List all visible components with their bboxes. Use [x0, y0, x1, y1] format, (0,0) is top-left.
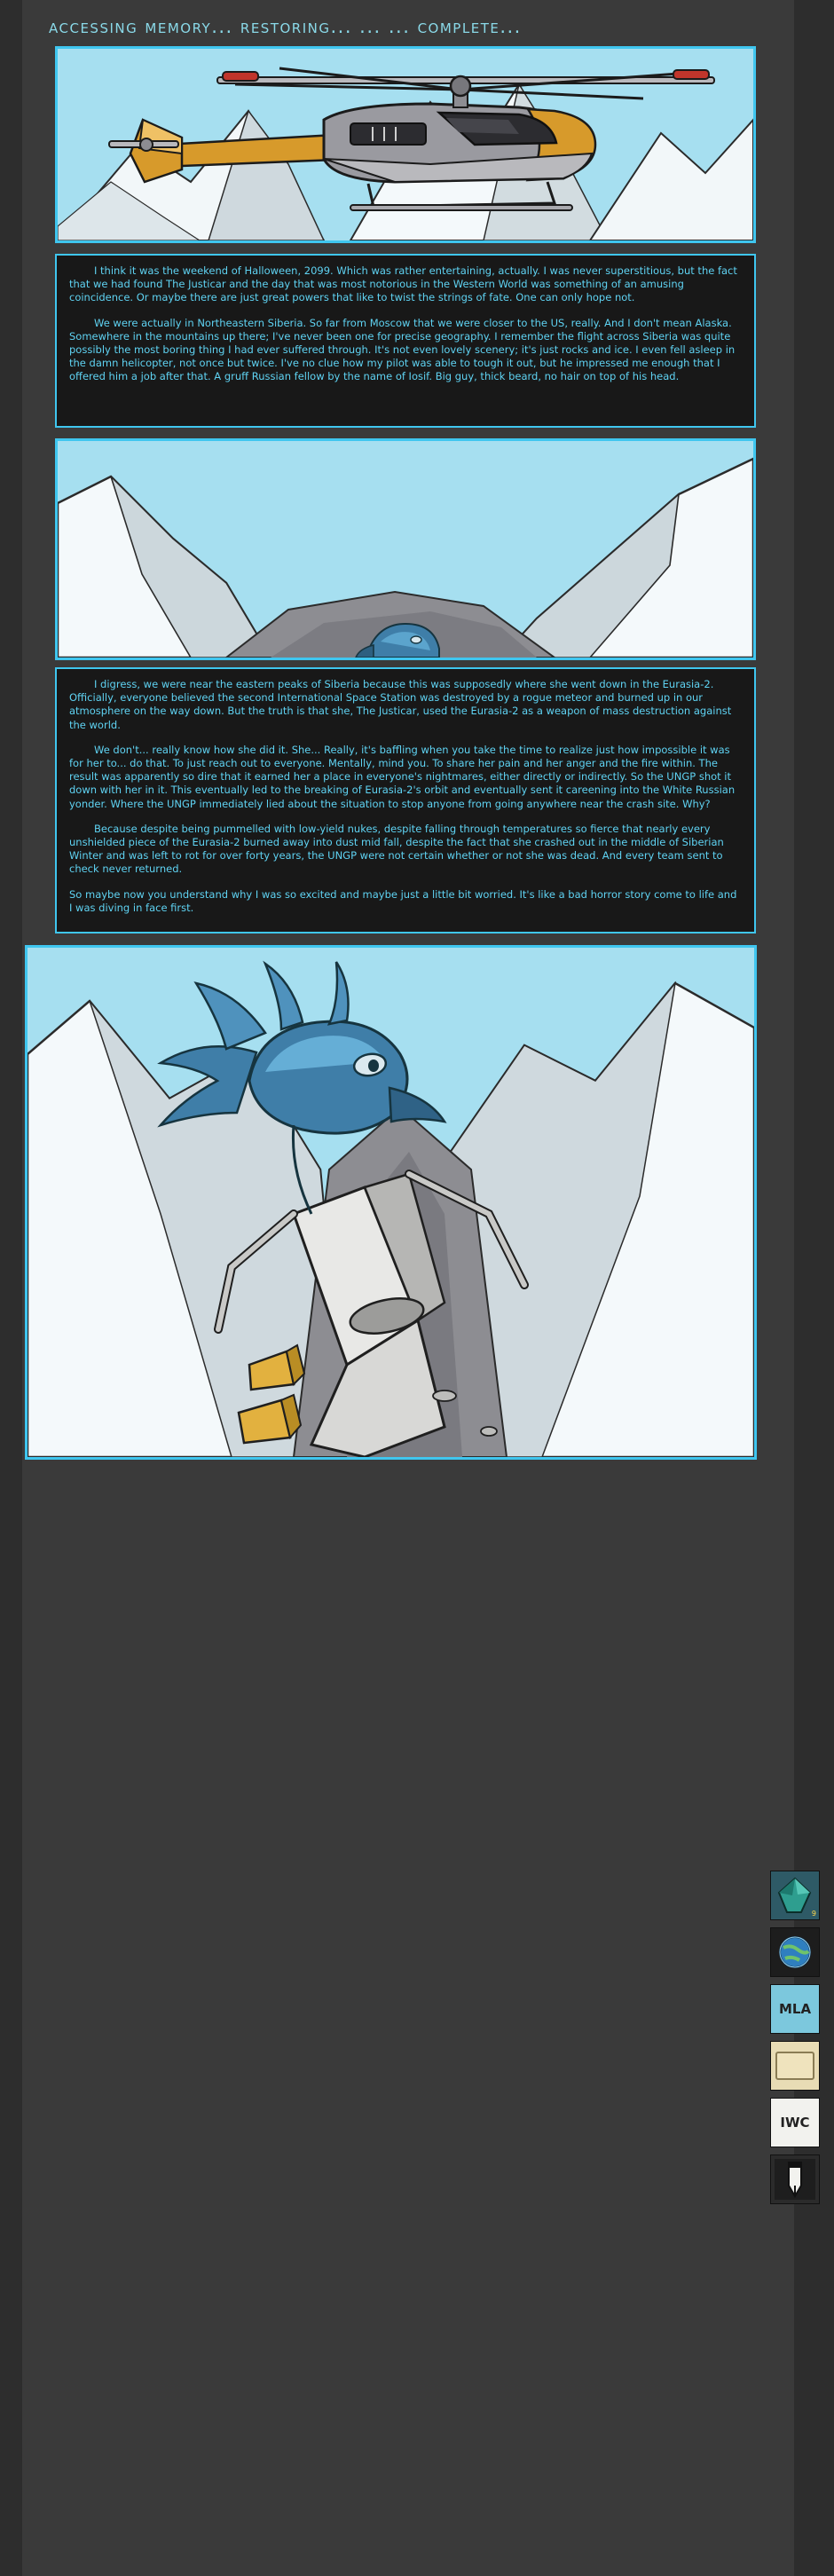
valley-panel	[55, 438, 756, 660]
helicopter-art	[58, 49, 753, 240]
narration-paragraph: We were actually in Northeastern Siberia. So far from Moscow that we were closer to the US, really. And I don't mean Alaska. Somewhere in the mountains up there; I've never been one for precise geography. I remember the flight across Siberia was quite possibly the most boring thing I had ever suffered through. It's not even lovely scenery; it's just rocks and ice. I even fell asleep in the damn helicopter, not once but twice. I've no clue how my pilot was able to tough it out, but he impressed me enough that I offered him a job after that. A gruff Russian fellow by the name of Iosif. Big guy, thick beard, no hair on top of his head.	[69, 316, 736, 383]
narration-paragraph: I think it was the weekend of Halloween, 2099. Which was rather entertaining, actually. I was never superstitious, but the fact that we had found The Justicar and the day that was most notorious in the Western World was something of an amusing coincidence. Or maybe there are just great powers that like to twist the strings of fate. One can only hope not.	[69, 264, 737, 304]
crash-site-panel	[25, 945, 757, 1460]
pen-icon	[771, 2155, 819, 2203]
badge-pen[interactable]	[770, 2155, 820, 2204]
badge-mla[interactable]	[770, 1984, 820, 2034]
badge-count: 9	[811, 1910, 816, 1918]
badge-globe[interactable]	[770, 1927, 820, 1977]
page-title: accessing memory... restoring... ... ... complete...	[49, 16, 522, 37]
valley-art	[58, 441, 753, 658]
narration-paragraph: Because despite being pummelled with low-yield nukes, despite falling through temperatures so fierce that nearly every unshielded piece of the Eurasia-2 burned away into dust mid fall, despite the fact that she crashed out in the middle of Siberian Winter and was left to rot for over forty years, the UNGP were not certain whether or not she was dead. And every team sent to check never returned.	[69, 822, 724, 876]
badge-crystal[interactable]	[770, 1871, 820, 1920]
badge-label: MLA	[778, 2001, 812, 2017]
helicopter-panel	[55, 46, 756, 243]
badge-iwc[interactable]	[770, 2098, 820, 2147]
left-rail	[0, 0, 22, 2576]
narration-block-1	[55, 254, 756, 428]
globe-icon	[771, 1928, 819, 1976]
narration-block-2	[55, 667, 756, 934]
badge-label: IWC	[780, 2115, 810, 2131]
crash-site-art	[28, 948, 754, 1457]
blank-card-icon	[771, 2042, 819, 2090]
narration-paragraph: I digress, we were near the eastern peaks of Siberia because this was supposedly where she went down in the Eurasia-2. Officially, everyone believed the second International Space Station was destroyed by a rogue meteor and burned up in our atmosphere on the way down. But the truth is that she, The Justicar, used the Eurasia-2 as a weapon of mass destruction against the world.	[69, 678, 732, 731]
narration-paragraph: We don't... really know how she did it. She... Really, it's baffling when you take the time to realize just how impossible it was for her to... do that. To just reach out to everyone. Mentally, mind you. To share her pain and her anger and the fire within. The result was apparently so dire that it earned her a place in everyone's nightmares, either directly or indirectly. So the UNGP shot it down with her in it. This eventually led to the breaking of Eurasia-2's orbit and eventually sent it careening into the White Russian yonder. Where the UNGP immediately lied about the situation to stop anyone from going anywhere near the crash site. Why?	[69, 743, 736, 810]
narration-paragraph: So maybe now you understand why I was so excited and maybe just a little bit worried. It's like a bad horror story come to life and I was diving in face first.	[69, 887, 737, 914]
badge-blank-tan[interactable]	[770, 2041, 820, 2091]
